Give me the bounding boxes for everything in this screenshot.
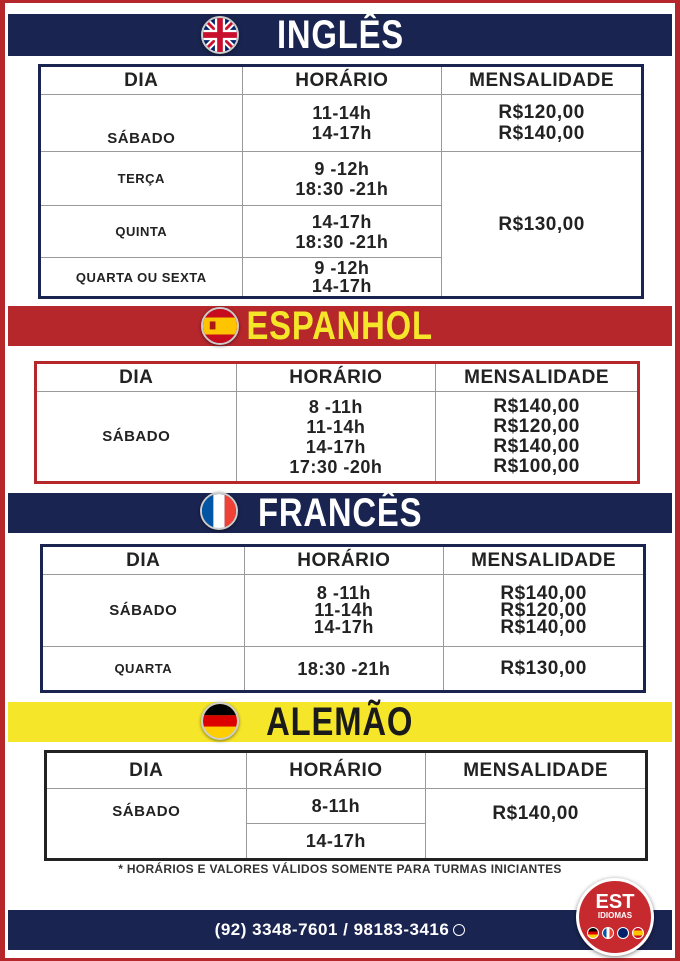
alemao-time-1: 8-11h [246, 789, 426, 824]
header-fee: MENSALIDADE [426, 753, 646, 789]
header-time: HORÁRIO [246, 753, 426, 789]
germany-flag-icon [587, 927, 599, 939]
header-day: DIA [47, 753, 247, 789]
alemao-title: ALEMÃO [266, 700, 414, 744]
header-day: DIA [43, 547, 245, 575]
ingles-times-3 [242, 206, 442, 258]
frances-fees-1 [444, 575, 644, 647]
ingles-times-2 [242, 152, 442, 206]
time-slot: 11-14h [312, 103, 372, 123]
spain-flag-icon [632, 927, 644, 939]
header-day: DIA [41, 67, 243, 95]
espanhol-title: ESPANHOL [246, 304, 434, 348]
fee-value: R$140,00 [500, 583, 587, 604]
time-slot: 14-17h [311, 211, 372, 232]
est-idiomas-logo [576, 878, 654, 956]
frances-table [42, 546, 644, 691]
fee-value: R$100,00 [493, 455, 580, 477]
footnote: * HORÁRIOS E VALORES VÁLIDOS SOMENTE PARA TURMAS INICIANTES [118, 862, 562, 876]
logo-name: EST [595, 891, 635, 913]
logo-subtitle: IDIOMAS [597, 911, 633, 920]
france-flag-icon [200, 492, 238, 530]
header-time: HORÁRIO [242, 67, 442, 95]
whatsapp-icon [453, 924, 465, 936]
header-time: HORÁRIO [236, 364, 436, 392]
ingles-banner [8, 14, 672, 56]
espanhol-banner [8, 306, 672, 346]
fee-value: R$140,00 [498, 123, 585, 144]
espanhol-day-1: SÁBADO [37, 392, 237, 482]
header-fee: MENSALIDADE [436, 364, 638, 392]
ingles-times-4 [242, 258, 442, 297]
espanhol-table [36, 363, 638, 482]
frances-day-2: QUARTA [43, 647, 245, 691]
ingles-fees-1 [442, 95, 642, 152]
ingles-day-2: TERÇA [41, 152, 243, 206]
ingles-table [40, 66, 642, 297]
time-slot: 14-17h [313, 617, 374, 637]
fee-value: R$140,00 [500, 617, 587, 638]
frances-times-2: 18:30 -21h [244, 647, 444, 691]
time-slot: 8 -11h [308, 396, 363, 417]
ingles-shared-fee: R$130,00 [442, 152, 642, 297]
header-fee: MENSALIDADE [442, 67, 642, 95]
time-slot: 17:30 -20h [289, 456, 383, 477]
time-slot: 18:30 -21h [295, 231, 389, 252]
espanhol-fees-1 [436, 392, 638, 482]
uk-flag-icon [201, 16, 239, 54]
logo-flags [587, 927, 644, 939]
time-slot: 14-17h [311, 276, 372, 296]
uk-flag-icon [617, 927, 629, 939]
fee-value: R$120,00 [498, 102, 585, 123]
alemao-fee-1: R$140,00 [426, 789, 646, 859]
time-slot: 9 -12h [314, 158, 370, 179]
germany-flag-icon [201, 702, 239, 740]
fee-value: R$140,00 [493, 435, 580, 457]
header-day: DIA [37, 364, 237, 392]
alemao-time-2: 14-17h [246, 824, 426, 859]
ingles-day-3: QUINTA [41, 206, 243, 258]
ingles-day-4: QUARTA OU SEXTA [41, 258, 243, 297]
frances-title: FRANCÊS [257, 491, 423, 535]
fee-value: R$120,00 [493, 415, 580, 437]
espanhol-times-1 [236, 392, 436, 482]
alemao-table [46, 752, 646, 859]
ingles-day-1: SÁBADO [41, 95, 243, 152]
fee-value: R$140,00 [493, 395, 580, 417]
frances-banner [8, 493, 672, 533]
frances-times-1 [244, 575, 444, 647]
france-flag-icon [602, 927, 614, 939]
time-slot: 18:30 -21h [295, 178, 389, 199]
phone-numbers[interactable]: (92) 3348-7601 / 98183-3416 [214, 920, 450, 939]
time-slot: 14-17h [305, 436, 366, 457]
alemao-banner [8, 702, 672, 742]
fee-value: R$120,00 [500, 600, 587, 621]
time-slot: 14-17h [311, 123, 372, 143]
time-slot: 11-14h [314, 600, 374, 620]
time-slot: 8 -11h [316, 583, 371, 603]
ingles-times-1 [242, 95, 442, 152]
header-time: HORÁRIO [244, 547, 444, 575]
footer-bar [8, 910, 672, 950]
time-slot: 11-14h [306, 416, 366, 437]
alemao-day-1: SÁBADO [47, 789, 247, 859]
ingles-title: INGLÊS [276, 13, 404, 57]
frances-fees-2: R$130,00 [444, 647, 644, 691]
time-slot: 9 -12h [314, 258, 370, 278]
spain-flag-icon [201, 307, 239, 345]
header-fee: MENSALIDADE [444, 547, 644, 575]
frances-day-1: SÁBADO [43, 575, 245, 647]
